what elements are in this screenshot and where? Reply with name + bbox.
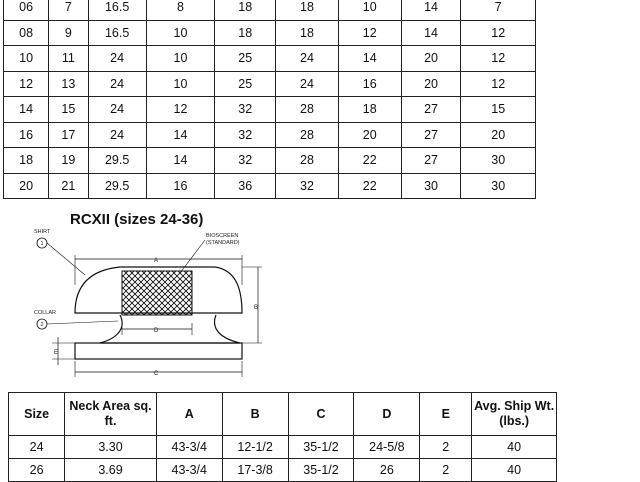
- table-cell: 18: [215, 20, 276, 46]
- callout-1: 1: [40, 241, 44, 247]
- column-header: A: [156, 393, 222, 436]
- table-cell: 43-3/4: [156, 459, 222, 482]
- table-cell: 10: [146, 46, 215, 72]
- table-cell: 25: [215, 71, 276, 97]
- table-cell: 9: [49, 20, 88, 46]
- table-cell: 18: [338, 97, 401, 123]
- table-cell: 24: [88, 97, 146, 123]
- table-cell: 40: [472, 459, 557, 482]
- table-cell: 16: [4, 122, 49, 148]
- dim-c-label: C: [154, 371, 159, 377]
- table-cell: 28: [276, 97, 339, 123]
- table-cell: 16: [146, 173, 215, 199]
- table-cell: 2: [420, 436, 472, 459]
- table-cell: 24: [276, 46, 339, 72]
- table-cell: 29.5: [88, 148, 146, 174]
- column-header: C: [288, 393, 354, 436]
- table-cell: 15: [49, 97, 88, 123]
- table-cell: 27: [401, 148, 461, 174]
- table-row: [4, 173, 536, 199]
- table-cell: 12: [461, 46, 536, 72]
- table-cell: 18: [276, 20, 339, 46]
- column-header: Size: [9, 393, 65, 436]
- dimensions-table-upper: [3, 0, 536, 199]
- column-header: Avg. Ship Wt. (lbs.): [472, 393, 557, 436]
- shirt-label: SHIRT: [34, 229, 51, 235]
- table-cell: 40: [472, 436, 557, 459]
- table-cell: 28: [276, 148, 339, 174]
- table-row: [9, 459, 557, 482]
- table-row: [4, 46, 536, 72]
- callout-2: 2: [40, 322, 44, 328]
- table-cell: 19: [49, 148, 88, 174]
- table-cell: 14: [4, 97, 49, 123]
- table-cell: 14: [146, 122, 215, 148]
- table-cell: 12: [4, 71, 49, 97]
- table-cell: 28: [276, 122, 339, 148]
- table-cell: 7: [461, 0, 536, 20]
- dim-d-label: D: [154, 328, 159, 334]
- column-header: Neck Area sq. ft.: [65, 393, 157, 436]
- dimensions-table-rcxii: [8, 392, 557, 482]
- table-cell: 32: [215, 97, 276, 123]
- table-row: [4, 20, 536, 46]
- table-cell: 10: [146, 71, 215, 97]
- table-cell: 30: [461, 148, 536, 174]
- table-cell: 3.69: [65, 459, 157, 482]
- table-cell: 12: [461, 20, 536, 46]
- table-row: [9, 436, 557, 459]
- table-cell: 24: [88, 46, 146, 72]
- column-header: E: [420, 393, 472, 436]
- table-cell: 43-3/4: [156, 436, 222, 459]
- table-cell: 30: [401, 173, 461, 199]
- table-cell: 20: [401, 71, 461, 97]
- table-cell: 16.5: [88, 0, 146, 20]
- table-cell: 35-1/2: [288, 459, 354, 482]
- table-cell: 06: [4, 0, 49, 20]
- table-cell: 20: [4, 173, 49, 199]
- table-cell: 17-3/8: [222, 459, 288, 482]
- table-cell: 24: [276, 71, 339, 97]
- table-cell: 3.30: [65, 436, 157, 459]
- table-cell: 10: [146, 20, 215, 46]
- table-cell: 16: [338, 71, 401, 97]
- table-cell: 14: [401, 20, 461, 46]
- bioscreen-standard-label: (STANDARD): [206, 240, 240, 246]
- table-cell: 30: [461, 173, 536, 199]
- dim-e-label: E: [54, 350, 59, 356]
- table-cell: 26: [9, 459, 65, 482]
- table-cell: 08: [4, 20, 49, 46]
- dim-b-label: B: [254, 305, 259, 311]
- table-cell: 24-5/8: [354, 436, 420, 459]
- table-cell: 24: [88, 122, 146, 148]
- table-cell: 32: [276, 173, 339, 199]
- table-cell: 7: [49, 0, 88, 20]
- table-cell: 17: [49, 122, 88, 148]
- bioscreen-mesh: [122, 271, 192, 315]
- rcxii-cross-section-diagram: [30, 225, 270, 385]
- collar-label: COLLAR: [34, 310, 57, 316]
- table-cell: 22: [338, 148, 401, 174]
- table-cell: 32: [215, 148, 276, 174]
- table-cell: 8: [146, 0, 215, 20]
- table-cell: 20: [338, 122, 401, 148]
- table-cell: 20: [401, 46, 461, 72]
- table-cell: 13: [49, 71, 88, 97]
- table-cell: 2: [420, 459, 472, 482]
- table-cell: 27: [401, 122, 461, 148]
- column-header: D: [354, 393, 420, 436]
- table-cell: 18: [276, 0, 339, 20]
- diagram-title: RCXII (sizes 24-36): [70, 211, 204, 228]
- table-cell: 15: [461, 97, 536, 123]
- table-cell: 20: [461, 122, 536, 148]
- table-cell: 35-1/2: [288, 436, 354, 459]
- table-cell: 21: [49, 173, 88, 199]
- table-cell: 25: [215, 46, 276, 72]
- table-cell: 36: [215, 173, 276, 199]
- table-cell: 18: [4, 148, 49, 174]
- table-cell: 18: [215, 0, 276, 20]
- table-row: [4, 97, 536, 123]
- table-cell: 10: [4, 46, 49, 72]
- table-cell: 10: [338, 0, 401, 20]
- table-cell: 26: [354, 459, 420, 482]
- table-row: [4, 71, 536, 97]
- table-row: [4, 0, 536, 20]
- table-cell: 27: [401, 97, 461, 123]
- table-cell: 12: [461, 71, 536, 97]
- table-cell: 12: [338, 20, 401, 46]
- table-cell: 24: [88, 71, 146, 97]
- table-cell: 24: [9, 436, 65, 459]
- table-row: [4, 148, 536, 174]
- table-cell: 12: [146, 97, 215, 123]
- dim-a-label: A: [154, 258, 159, 264]
- table-cell: 14: [338, 46, 401, 72]
- table-cell: 22: [338, 173, 401, 199]
- table-cell: 11: [49, 46, 88, 72]
- table-cell: 16.5: [88, 20, 146, 46]
- table-cell: 14: [401, 0, 461, 20]
- table-row: [4, 122, 536, 148]
- table-cell: 14: [146, 148, 215, 174]
- table-cell: 32: [215, 122, 276, 148]
- table-cell: 29.5: [88, 173, 146, 199]
- bioscreen-label: BIOSCREEN: [206, 233, 239, 239]
- table-cell: 12-1/2: [222, 436, 288, 459]
- column-header: B: [222, 393, 288, 436]
- base-plate: [75, 343, 242, 359]
